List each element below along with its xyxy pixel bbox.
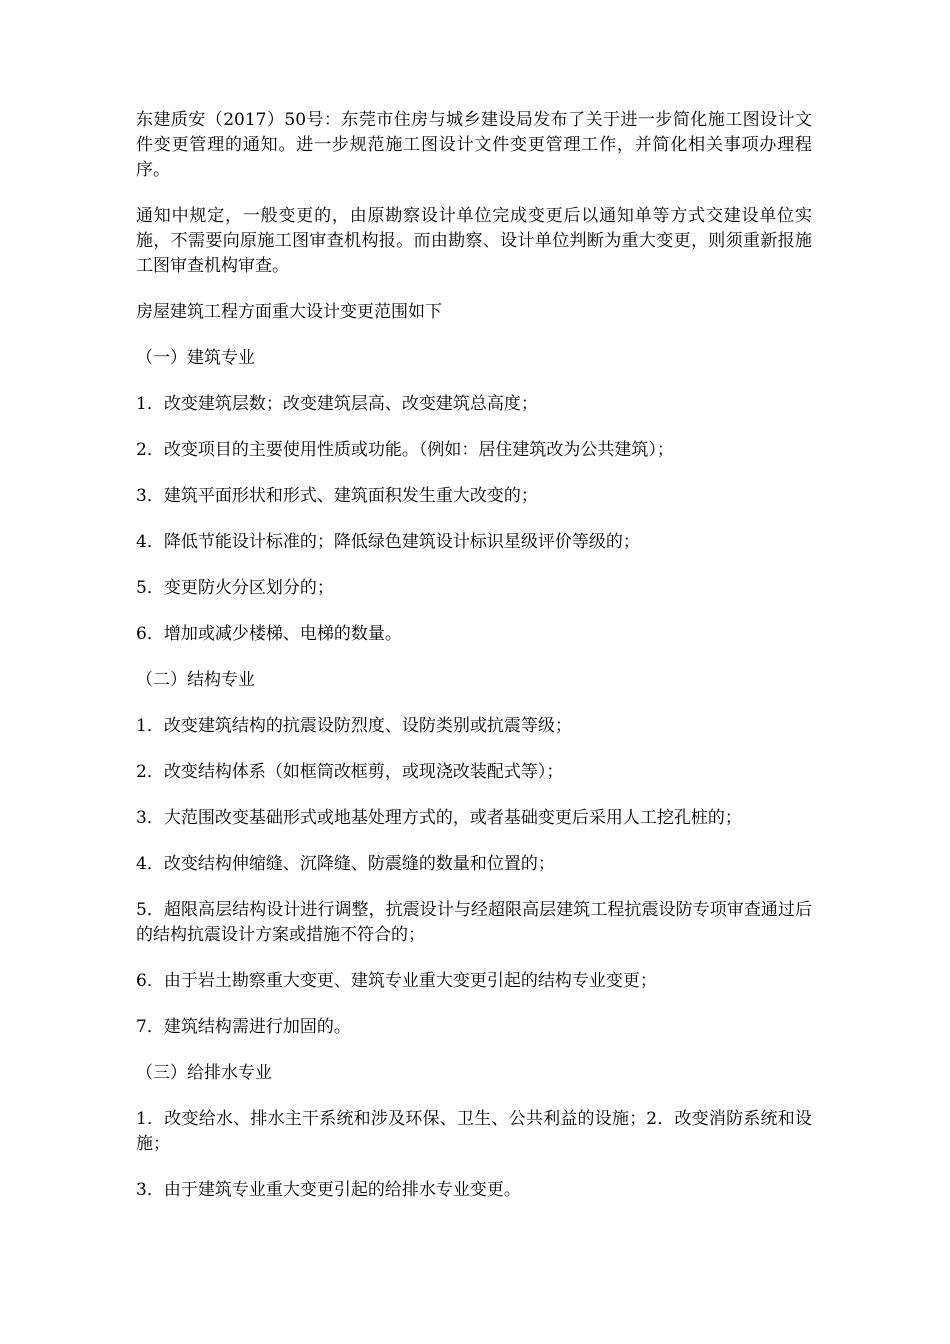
list-item: 6．增加或减少楼梯、电梯的数量。 xyxy=(136,624,402,644)
intro-paragraph: 东建质安（2017）50号：东莞市住房与城乡建设局发布了关于进一步简化施工图设计文件变更管理的通知。进一步规范施工图设计文件变更管理工作，并简化相关事项办理程序。 xyxy=(136,110,812,180)
list-item: 4．降低节能设计标准的；降低绿色建筑设计标识星级评价等级的； xyxy=(136,532,640,552)
section-structure-heading: （二）结构专业 xyxy=(136,670,255,690)
scope-heading: 房屋建筑工程方面重大设计变更范围如下 xyxy=(136,302,442,322)
list-item: 3．由于建筑专业重大变更引起的给排水专业变更。 xyxy=(136,1180,521,1200)
list-item: 6．由于岩土勘察重大变更、建筑专业重大变更引起的结构专业变更； xyxy=(136,971,657,991)
list-item: 2．改变结构体系（如框筒改框剪，或现浇改装配式等）； xyxy=(136,762,564,782)
document-body xyxy=(136,108,812,1224)
list-item: 1．改变建筑层数；改变建筑层高、改变建筑总高度； xyxy=(136,394,538,414)
list-item: 4．改变结构伸缩缝、沉降缝、防震缝的数量和位置的； xyxy=(136,854,555,874)
list-item: 3．大范围改变基础形式或地基处理方式的，或者基础变更后采用人工挖孔桩的； xyxy=(136,808,742,828)
list-item: 2．改变项目的主要使用性质或功能。（例如：居住建筑改为公共建筑）； xyxy=(136,440,674,460)
list-item: 3．建筑平面形状和形式、建筑面积发生重大改变的； xyxy=(136,486,538,506)
list-item: 1．改变建筑结构的抗震设防烈度、设防类别或抗震等级； xyxy=(136,716,572,736)
section-plumbing-heading: （三）给排水专业 xyxy=(136,1063,272,1083)
list-item: 1．改变给水、排水主干系统和涉及环保、卫生、公共利益的设施；2．改变消防系统和设施； xyxy=(136,1109,812,1154)
notice-paragraph: 通知中规定，一般变更的，由原勘察设计单位完成变更后以通知单等方式交建设单位实施，不需要向原施工图审查机构报。而由勘察、设计单位判断为重大变更，则须重新报施工图审查机构审查。 xyxy=(136,206,812,276)
list-item: 5．变更防火分区划分的； xyxy=(136,578,334,598)
list-item: 5．超限高层结构设计进行调整，抗震设计与经超限高层建筑工程抗震设防专项审查通过后的结构抗震设计方案或措施不符合的； xyxy=(136,900,812,945)
section-architecture-heading: （一）建筑专业 xyxy=(136,348,255,368)
list-item: 7．建筑结构需进行加固的。 xyxy=(136,1017,351,1037)
